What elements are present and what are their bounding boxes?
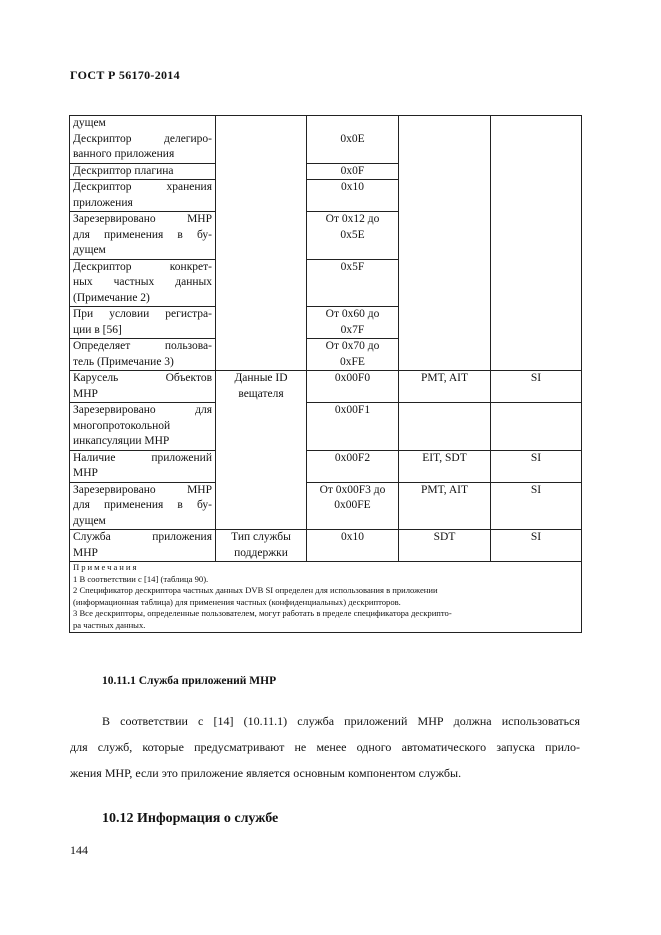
- cell-line: приложения: [73, 196, 133, 209]
- cell-line: 0x5F: [340, 260, 365, 273]
- table-cell: [491, 450, 582, 482]
- table-row: [70, 450, 582, 482]
- cell-line: SI: [530, 483, 542, 496]
- cell-line: SI: [530, 372, 542, 384]
- cell-line: SI: [530, 531, 542, 543]
- note-line: 3 Все дескрипторы, определенные пользователем, могут работать в пределе спецификатора дескрипто-: [73, 608, 452, 619]
- cell-line: Дескриптор конкрет-: [73, 260, 212, 273]
- cell-line: Дескриптор плагина: [73, 164, 174, 177]
- cell-line: для применения в бу-: [73, 228, 212, 241]
- table-cell: [491, 403, 582, 451]
- table-cell: [491, 482, 582, 530]
- table-cell: [70, 450, 216, 482]
- table-row: [70, 403, 582, 451]
- cell-line: многопротокольной: [73, 419, 171, 432]
- cell-line: 0x10: [341, 531, 364, 543]
- table-notes: [70, 562, 582, 633]
- cell-line: вещателя: [238, 387, 284, 400]
- cell-line: для применения в бу-: [73, 499, 212, 511]
- note-line: 2 Спецификатор дескриптора частных данных DVB SI определен для использования в приложении: [73, 585, 438, 596]
- table-cell: [70, 482, 216, 530]
- notes-title: Примечания: [73, 562, 139, 572]
- table-cell: [399, 450, 491, 482]
- cell-line: 0x00F2: [334, 451, 371, 464]
- cell-line: 0x7F: [340, 323, 365, 336]
- table-cell: [307, 163, 399, 180]
- table-cell: [399, 482, 491, 530]
- cell-line: ных частных данных: [73, 276, 212, 288]
- cell-line: 0xFE: [340, 355, 365, 368]
- cell-line: От 0x12 до: [325, 213, 380, 225]
- cell-line: (Примечание 2): [73, 291, 150, 304]
- table-cell-empty: [491, 116, 582, 371]
- cell-line: От 0x60 до: [325, 308, 380, 320]
- cell-line: дущем: [73, 117, 106, 129]
- body-paragraph: [70, 708, 580, 786]
- descriptor-table: [69, 115, 582, 633]
- table-cell: [307, 482, 399, 530]
- cell-line: Определяет пользова-: [73, 340, 212, 352]
- table-cell: [70, 371, 216, 403]
- paragraph-line: В соответствии с [14] (10.11.1) служба приложений МНР должна использоваться: [102, 714, 580, 728]
- table-cell: [70, 212, 216, 260]
- cell-line: инкапсуляции МНР: [73, 435, 170, 447]
- table-cell: [307, 180, 399, 212]
- cell-line: Тип службы: [231, 531, 291, 543]
- note-line: ра частных данных.: [73, 619, 146, 630]
- cell-line: SI: [530, 451, 542, 464]
- cell-line: МНР: [73, 546, 98, 559]
- cell-line: 0x00F1: [334, 404, 371, 416]
- cell-line: Зарезервировано МНР: [73, 483, 212, 496]
- table-cell: [399, 403, 491, 451]
- cell-line: Зарезервировано для: [73, 404, 212, 416]
- cell-line: Данные ID: [234, 372, 288, 384]
- cell-line: PMT, AIT: [420, 483, 469, 496]
- cell-line: Карусель Объектов: [73, 372, 212, 384]
- cell-line: ции в [56]: [73, 323, 122, 336]
- cell-line: 0x5E: [340, 228, 365, 241]
- table-cell: [307, 307, 399, 339]
- cell-line: 0x00FE: [334, 499, 371, 511]
- table-row: [70, 116, 582, 164]
- table-cell: [491, 530, 582, 562]
- cell-line: дущем: [73, 514, 106, 527]
- table-cell: [216, 371, 307, 530]
- table-cell: [70, 307, 216, 339]
- cell-line: 0x10: [341, 181, 364, 193]
- cell-line: МНР: [73, 387, 98, 400]
- cell-line: Зарезервировано МНР: [73, 213, 212, 225]
- table-cell: [70, 116, 216, 164]
- table-row: [70, 530, 582, 562]
- cell-line: При условии регистра-: [73, 308, 212, 320]
- cell-line: SDT: [433, 531, 456, 543]
- table-row: [70, 482, 582, 530]
- note-line: 1 В соответствии с [14] (таблица 90).: [73, 573, 209, 584]
- page-number: 144: [70, 843, 88, 857]
- cell-line: дущем: [73, 244, 106, 256]
- table-cell: [399, 530, 491, 562]
- table-cell-empty: [399, 116, 491, 371]
- cell-line: Дескриптор делегиро-: [73, 132, 212, 145]
- table-cell: [307, 530, 399, 562]
- cell-line: EIT, SDT: [422, 451, 467, 464]
- table-cell-empty: [216, 116, 307, 371]
- paragraph-line: для служб, которые предусматривают не менее одного автоматического запуска прило-: [70, 740, 580, 754]
- paragraph-line: жения МНР, если это приложение является основным компонентом службы.: [70, 766, 462, 780]
- cell-line: тель (Примечание 3): [73, 355, 174, 368]
- table-cell: [70, 530, 216, 562]
- cell-line: МНР: [73, 467, 98, 479]
- table-cell: [307, 371, 399, 403]
- section-heading: 10.12 Информация о службе: [102, 811, 279, 826]
- table-cell: [307, 116, 399, 164]
- table-row: [70, 371, 582, 403]
- table-cell: [399, 371, 491, 403]
- cell-line: 0x0F: [340, 164, 365, 177]
- cell-line: Служба приложения: [73, 531, 212, 543]
- cell-line: ванного приложения: [73, 148, 175, 160]
- cell-line: PMT, AIT: [420, 372, 469, 384]
- table-cell: [307, 450, 399, 482]
- cell-line: Дескриптор хранения: [73, 181, 212, 193]
- cell-line: Наличие приложений: [73, 451, 212, 464]
- cell-line: От 0x00F3 до: [319, 483, 386, 496]
- table-cell: [307, 259, 399, 307]
- table-cell: [70, 180, 216, 212]
- table-cell: [307, 212, 399, 260]
- cell-line: 0x00F0: [334, 372, 371, 384]
- note-line: (информационная таблица) для применения частных (конфиденциальных) дескрипторов.: [73, 596, 401, 607]
- table-cell: [70, 163, 216, 180]
- table-cell: [70, 259, 216, 307]
- table-cell: [70, 403, 216, 451]
- table-cell: [70, 339, 216, 371]
- cell-line: поддержки: [234, 546, 288, 559]
- table-cell: [216, 530, 307, 562]
- cell-line: 0x0E: [340, 132, 365, 145]
- cell-line: От 0x70 до: [325, 340, 380, 352]
- table-cell: [307, 339, 399, 371]
- section-heading: 10.11.1 Служба приложений МНР: [102, 675, 277, 687]
- table-cell: [491, 371, 582, 403]
- table-cell: [307, 403, 399, 451]
- document-header: ГОСТ Р 56170-2014: [70, 68, 180, 82]
- table-notes-row: [70, 562, 582, 633]
